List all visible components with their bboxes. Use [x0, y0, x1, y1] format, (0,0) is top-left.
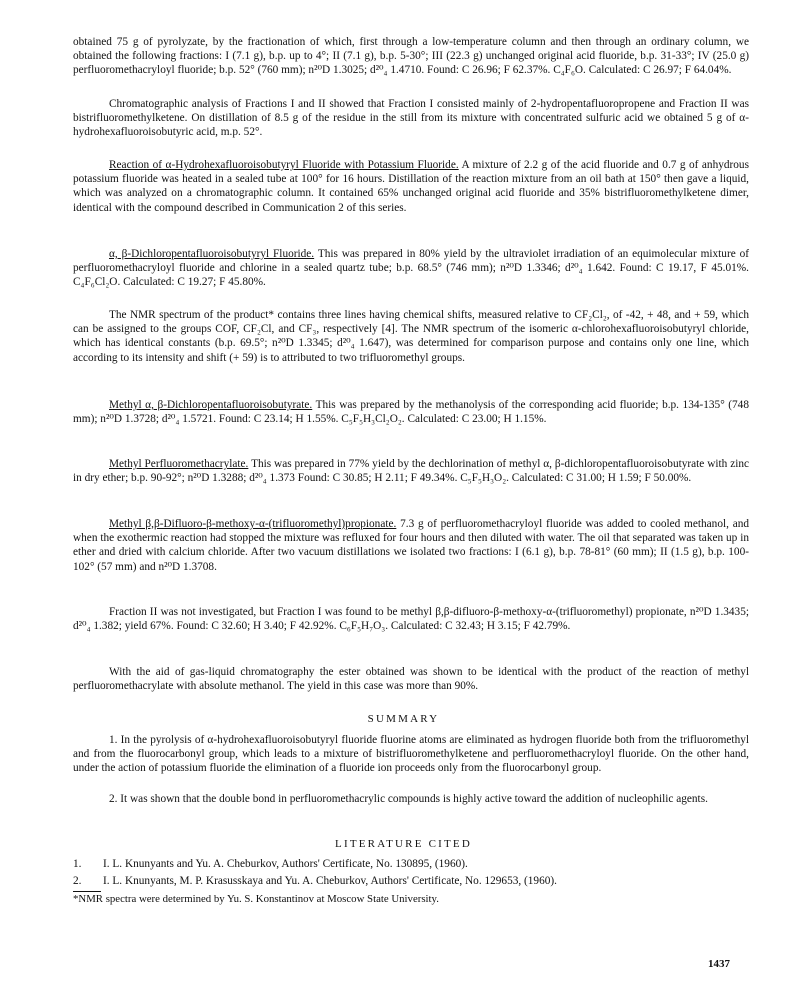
reference-text: I. L. Knunyants, M. P. Krasusskaya and Yu. A. Cheburkov, Authors' Certificate, No. 129653, (1960).	[103, 875, 557, 887]
page-number: 1437	[708, 958, 730, 970]
summary-item-1: 1. In the pyrolysis of α-hydrohexafluoroisobutyryl fluoride fluorine atoms are eliminated as hydrogen fluoride both from the trifluoromethyl and from the fluorocarbonyl group, which leads to a mixture of bistrifluoromethylketene and perfluoromethacryloyl fluoride. On the other hand, under the action of potassium fluoride the elimination of a fluoride ion proceeds only from the fluorocarbonyl group.	[73, 734, 749, 775]
text-dichloro: This was prepared in 80% yield by the ultraviolet irradiation of an equimolecular mixture of perfluoromethacryloyl fluoride and chlorine in a sealed quartz tube; b.p. 68.5° (746 mm); n²⁰D 1.3346; d²⁰₄ 1.642. Found: C 19.17, F 45.01%. C₄F₆Cl₂O. Calculated: C 19.27; F 45.80%.	[73, 248, 749, 289]
text-methyl-difluoro: 7.3 g of perfluoromethacryloyl fluoride was added to cooled methanol, and when the exothermic reaction had stopped the mixture was refluxed for four hours and then diluted with water. The oil that separated was taken up in ether and dried with calcium chloride. After two vacuum distillations we isolated two fractions: I (6.1 g), b.p. 78-81° (60 mm); II (1.5 g), b.p. 100-102° (57 mm) and n²⁰D 1.3708.	[73, 518, 750, 573]
heading-kf-reaction: Reaction of α-Hydrohexafluoroisobutyryl Fluoride with Potassium Fluoride.	[109, 159, 459, 171]
paragraph-methyl-dichloro	[73, 398, 749, 426]
paragraph-chromatography: Chromatographic analysis of Fractions I and II showed that Fraction I consisted mainly of 2-hydropentafluoropropene and Fraction II was bistrifluoromethylketene. On distillation of 8.5 g of the residue in the still from its mixture with concentrated sulfuric acid we obtained 5 g of α-hydrohexafluoroisobutyric acid, m.p. 52°.	[73, 98, 749, 139]
literature-heading: LITERATURE CITED	[335, 838, 472, 850]
paragraph-fraction-two: Fraction II was not investigated, but Fraction I was found to be methyl β,β-difluoro-β-methoxy-α-(trifluoromethyl) propionate, n²⁰D 1.3435; d²⁰₄ 1.382; yield 67%. Found: C 32.60; H 3.40; F 42.92%. C₆F₅H₇O₃. Calculated: C 32.43; H 3.15; F 42.79%.	[73, 606, 749, 633]
reference-number: 2.	[73, 875, 82, 887]
heading-dichloro: α, β-Dichloropentafluoroisobutyryl Fluoride.	[109, 248, 315, 260]
reference-1	[73, 857, 749, 871]
text-methyl-perfluoro: This was prepared in 77% yield by the dechlorination of methyl α, β-dichloropentafluoroisobutyrate with zinc in dry ether; b.p. 90-92°; n²⁰D 1.3288; d²⁰₄ 1.373 Found: C 30.85; H 2.11; F 49.34%. C₅F₅H₃O₂. Calculated: C 31.00; H 1.59; F 50.00%.	[73, 458, 750, 485]
reference-number: 1.	[73, 858, 82, 870]
paragraph-dichloro	[73, 247, 749, 290]
text-methyl-dichloro: This was prepared by the methanolysis of the corresponding acid fluoride; b.p. 134-135° (748 mm); n²⁰D 1.3728; d²⁰₄ 1.5721. Found: C 23.14; H 1.55%. C₅F₅H₃Cl₂O₂. Calculated: C 23.00; H 1.15%.	[73, 399, 749, 426]
paragraph-fractionation: obtained 75 g of pyrolyzate, by the fractionation of which, first through a low-temperature column and then through an ordinary column, we obtained the following fractions: I (7.1 g), b.p. up to 4°; II (7.1 g), b.p. 5-30°; III (22.3 g) unchanged original acid fluoride, b.p. 31-33°; IV (25.0 g) perfluoromethacryloyl fluoride; b.p. 52° (760 mm); n²⁰D 1.3025; d²⁰₄ 1.4710. Found: C 26.96; F 62.37%. C₄F₆O. Calculated: C 26.97; F 64.04%.	[73, 36, 749, 77]
paragraph-methyl-difluoro	[73, 517, 749, 574]
heading-methyl-dichloro: Methyl α, β-Dichloropentafluoroisobutyrate.	[109, 399, 313, 411]
footnote: *NMR spectra were determined by Yu. S. Konstantinov at Moscow State University.	[73, 893, 439, 905]
summary-item-2: 2. It was shown that the double bond in perfluoromethacrylic compounds is highly active toward the addition of nucleophilic agents.	[109, 793, 708, 805]
text-kf-reaction: A mixture of 2.2 g of the acid fluoride and 0.7 g of anhydrous potassium fluoride was heated in a sealed tube at 100° for 16 hours. Distillation of the reaction mixture from an oil bath at 150° then gave a liquid, which was analyzed on a chromatographic column. It contained 65% unchanged original acid fluoride and 35% bistrifluoromethylketene dimer, identical with the compound described in Communication 2 of this series.	[73, 159, 749, 214]
paragraph-glc: With the aid of gas-liquid chromatography the ester obtained was shown to be identical with the product of the reaction of methyl perfluoromethacrylate with absolute methanol. The yield in this case was more than 90%.	[73, 666, 749, 693]
paragraph-nmr: The NMR spectrum of the product* contains three lines having chemical shifts, measured relative to CF₂Cl₂, of -42, + 48, and + 59, which can be assigned to the groups COF, CF₂Cl, and CF₃, respectively [4]. The NMR spectrum of the isomeric α-chlorohexafluoroisobutyryl chloride, which has identical constants (b.p. 69.5°; n²⁰D 1.3345; d²⁰₄ 1.647), was determined for comparison purpose and contains only one line, which according to its intensity and shift (+ 59) is to attributed to two trifluoromethyl groups.	[73, 309, 749, 364]
reference-text: I. L. Knunyants and Yu. A. Cheburkov, Authors' Certificate, No. 130895, (1960).	[103, 858, 468, 870]
reference-2	[73, 874, 749, 888]
summary-heading: SUMMARY	[367, 713, 440, 725]
heading-methyl-perfluoro: Methyl Perfluoromethacrylate.	[109, 458, 249, 470]
heading-methyl-difluoro: Methyl β,β-Difluoro-β-methoxy-α-(trifluoromethyl)propionate.	[109, 518, 397, 530]
paragraph-kf-reaction	[73, 158, 749, 215]
paragraph-methyl-perfluoro	[73, 457, 749, 485]
